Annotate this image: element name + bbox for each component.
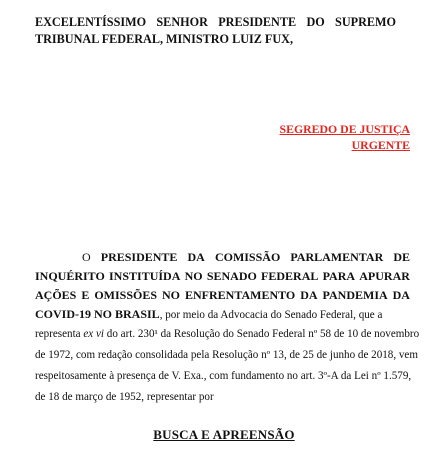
addressee-word: SUPREMO [335,15,396,29]
paragraph-word: DA [300,288,318,302]
paragraph-word: NO [162,288,181,302]
paragraph-word: PARA [322,269,356,283]
paragraph-word: DE [393,250,410,264]
secrecy-notice [280,121,410,153]
paragraph-text: do art. 230¹ da Resolução do Senado Federal nº 58 de 10 de novembro [104,328,420,340]
addressee-word: SENHOR [156,15,208,29]
paragraph-word: ENFRENTAMENTO [185,288,296,302]
paragraph-word: PRESIDENTE [100,250,178,264]
paragraph-word: COMISSÃO [214,250,281,264]
paragraph-line-3 [35,286,410,305]
petition-title: BUSCA E APREENSÃO [153,427,295,442]
urgent-label: URGENTE [351,138,410,152]
paragraph-word: INSTITUÍDA [109,269,181,283]
paragraph-word: DA [187,250,205,264]
petition-paragraph [35,248,420,408]
paragraph-word: SENADO [206,269,257,283]
addressee-word: PRESIDENTE [218,15,297,29]
paragraph-word: FEDERAL [261,269,319,283]
paragraph-line-6: de 1972, com redação consolidada pela Resolução nº 13, de 25 de junho de 2018, vem [35,349,418,361]
addressee-word: DO [306,15,325,29]
paragraph-line-8: de 18 de março de 1952, representar por [35,391,214,403]
paragraph-line-2 [35,267,410,286]
paragraph-line-4 [35,305,410,324]
paragraph-word: OMISSÕES [94,288,158,302]
paragraph-word: PARLAMENTAR [290,250,384,264]
paragraph-text: representa [35,328,84,340]
paragraph-text: , por meio da Advocacia do Senado Federal, que a [159,309,383,321]
latin-phrase: ex vi [83,328,104,340]
paragraph-word: NO [184,269,203,283]
paragraph-word: AÇÕES [35,288,77,302]
addressee-word: EXCELENTÍSSIMO [35,15,147,29]
paragraph-word: INQUÉRITO [35,269,105,283]
addressee-line-1 [35,14,396,31]
paragraph-line-5 [35,324,420,345]
secrecy-label: SEGREDO DE JUSTIÇA [279,122,410,136]
addressee-block [35,14,396,48]
paragraph-line-1 [35,248,410,267]
addressee-line-2: TRIBUNAL FEDERAL, MINISTRO LUIZ FUX, [35,32,294,46]
paragraph-word: PANDEMIA [322,288,388,302]
paragraph-word: DA [392,288,410,302]
paragraph-word: APURAR [359,269,410,283]
paragraph-line-7: respeitosamente à presença de V. Exa., com fundamento no art. 3º-A da Lei nº 1.579, [35,370,412,382]
covid-bold-phrase: COVID-19 NO BRASIL [35,307,160,321]
paragraph-word: E [81,288,90,302]
paragraph-word: O [82,250,91,264]
